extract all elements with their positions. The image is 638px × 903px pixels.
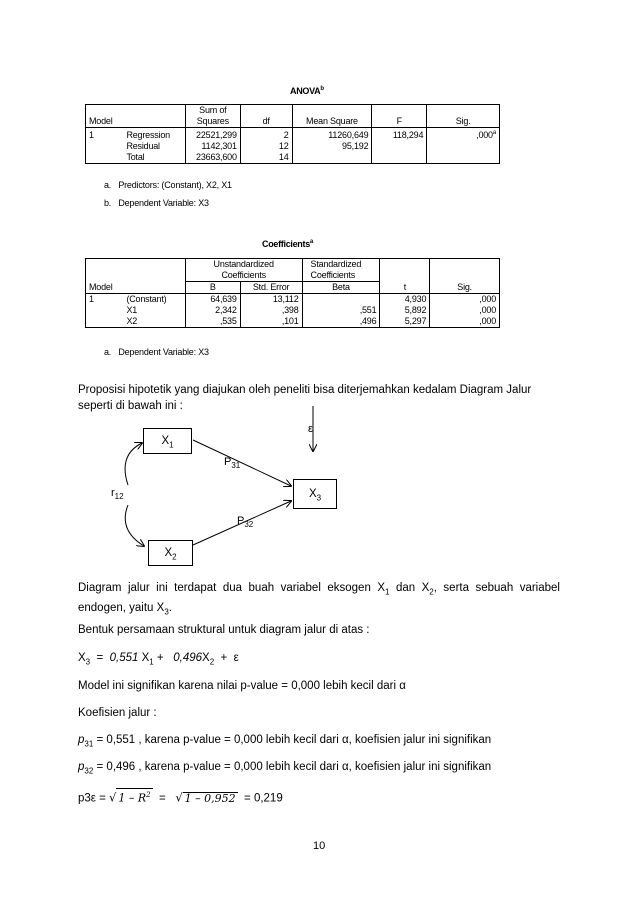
- table-row: X1 2,342 ,398 ,551 5,892 ,000: [86, 305, 500, 316]
- table-row: 1 Regression 22521,299 2 11260,649 118,294 ,000$^a$: [86, 128, 500, 142]
- arrow-r12-x1: [125, 443, 142, 485]
- x1-box: $X_1$: [143, 428, 192, 454]
- anova-footnote-a: a. Predictors: (Constant), X2, X1: [104, 180, 232, 190]
- model-significance: Model ini signifikan karena nilai p-value = 0,000 lebih kecil dari α: [78, 680, 406, 692]
- table-row: Total 23663,600 14: [86, 152, 500, 164]
- anova-footnote-b: b. Dependent Variable: X3: [104, 198, 209, 208]
- coef-header-se: Std. Error: [240, 282, 302, 294]
- p3e-formula: p3ε = √ $1 - R^2$ = √ 1 – 0,952 = 0,219: [78, 788, 283, 807]
- table-row: X2 ,535 ,101 ,496 5,297 ,000: [86, 316, 500, 328]
- table-row: 1 (Constant) 64,639 13,112 4,930 ,000: [86, 294, 500, 306]
- coef-header-t: t: [380, 282, 430, 294]
- std-header-2: Coefficients: [302, 270, 380, 282]
- coefficients-title: Coefficients$^a$: [262, 239, 313, 249]
- structural-equation: $X_3 = 0,551$ $X_1 + 0,496X_2 + \varepsilon$: [78, 652, 239, 667]
- r12-label: $r_{12}$: [111, 487, 124, 502]
- p31-label: $P_{31}$: [224, 456, 241, 471]
- koefisien-title: Koefisien jalur :: [78, 707, 157, 719]
- sqrt-1-0952: 1 – 0,952: [184, 791, 236, 805]
- sqrt-1-r2: $1 - R^2$: [116, 788, 152, 805]
- anova-model-no: 1: [86, 128, 124, 142]
- coef-header-b: B: [185, 282, 240, 294]
- arrow-x1-x3: [193, 440, 291, 486]
- epsilon-label: ε: [308, 423, 313, 435]
- p32-label: $P_{32}$: [237, 515, 254, 530]
- coefficients-footnote-a: a. Dependent Variable: X3: [104, 347, 209, 357]
- struct-intro: Bentuk persamaan struktural untuk diagram jalur di atas :: [78, 624, 370, 636]
- anova-header-ss1: Sum of: [185, 105, 240, 117]
- x3-box: $X_3$: [293, 479, 337, 509]
- anova-header-df: df: [240, 116, 292, 128]
- page-number: 10: [313, 840, 326, 852]
- coef-header-sig: Sig.: [430, 282, 500, 294]
- anova-header-f: F: [372, 116, 427, 128]
- anova-title: ANOVA$^b$: [290, 86, 324, 96]
- anova-header-sig: Sig.: [427, 116, 500, 128]
- anova-header-ms: Mean Square: [292, 116, 372, 128]
- coef-model-no: 1: [86, 294, 124, 306]
- p32-line: $p_{32} = 0,496$ , karena p-value = 0,000 lebih kecil dari α, koefisien jalur ini signifikan: [78, 761, 492, 776]
- p31-line: $p_{31} = 0,551$ , karena p-value = 0,000 lebih kecil dari α, koefisien jalur ini signifikan: [78, 734, 492, 749]
- coef-header-beta: Beta: [302, 282, 380, 294]
- unstd-header-1: Unstandardized: [185, 259, 302, 271]
- anova-header-model: Model: [86, 116, 124, 128]
- table-row: Residual 1142,301 12 95,192: [86, 141, 500, 152]
- std-header-1: Standardized: [302, 259, 380, 271]
- diagram-description: Diagram jalur ini terdapat dua buah variabel eksogen $X_1$ dan $X_2$, serta sebuah variabel endogen, yaitu $X_3$.: [78, 582, 560, 617]
- coef-header-model: Model: [86, 282, 124, 294]
- intro-paragraph: Proposisi hipotetik yang diajukan oleh peneliti bisa diterjemahkan kedalam Diagram Jalur seperti di bawah ini :: [78, 384, 532, 412]
- anova-header-ss2: Squares: [185, 116, 240, 128]
- unstd-header-2: Coefficients: [185, 270, 302, 282]
- x2-box: $X_2$: [148, 540, 193, 566]
- arrow-r12-x2: [125, 505, 144, 546]
